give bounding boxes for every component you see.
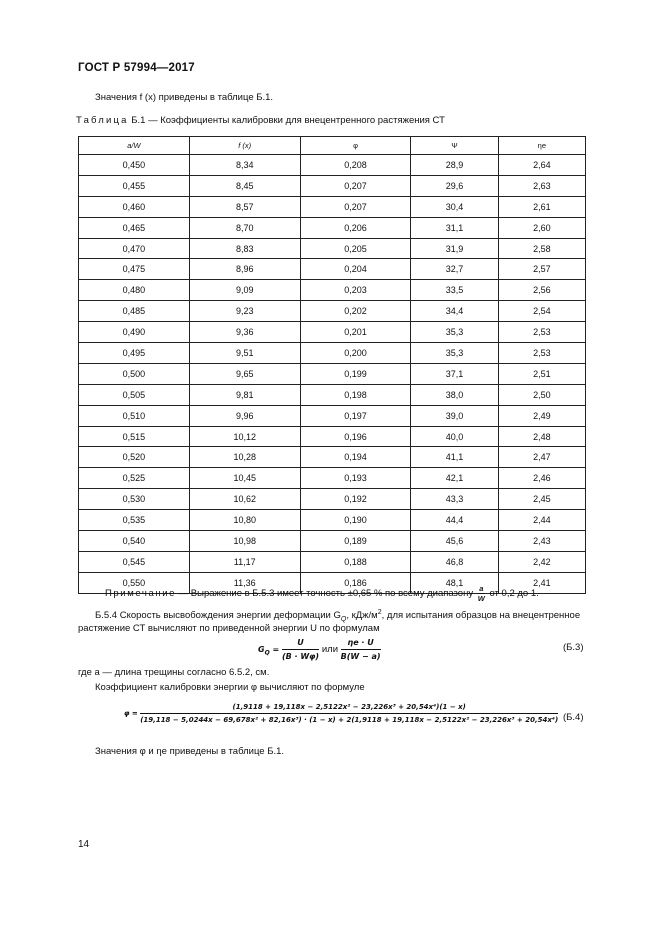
table-caption-text: Б.1 — Коэффициенты калибровки для внецентренного растяжения СТ <box>131 115 445 126</box>
table-cell: 2,63 <box>498 175 585 196</box>
table-cell: 0,203 <box>300 280 411 301</box>
table-cell: 0,505 <box>79 384 190 405</box>
table-cell: 0,192 <box>300 489 411 510</box>
equation-b3: $G_Q$ = $\frac{U}{(B \cdot W\varphi)}$ или $\frac{\eta e \cdot U}{B(W - a)}$ <box>258 638 381 661</box>
table-row <box>79 426 586 447</box>
table-cell: 0,520 <box>79 447 190 468</box>
table-cell: 43,3 <box>411 489 498 510</box>
column-header: ηe <box>498 137 585 155</box>
table-cell: 34,4 <box>411 301 498 322</box>
table-cell: 2,56 <box>498 280 585 301</box>
table-cell: 0,465 <box>79 217 190 238</box>
table-cell: 30,4 <box>411 196 498 217</box>
table-cell: 0,500 <box>79 363 190 384</box>
table-cell: 8,34 <box>189 155 300 176</box>
table-cell: 0,202 <box>300 301 411 322</box>
table-cell: 9,96 <box>189 405 300 426</box>
clause-b54-line2: растяжение СТ вычисляют по приведенной энергии U по формулам <box>78 623 380 634</box>
table-cell: 2,57 <box>498 259 585 280</box>
table-cell: 0,545 <box>79 551 190 572</box>
table-cell: 0,200 <box>300 343 411 364</box>
table-body <box>79 155 586 594</box>
table-cell: 2,50 <box>498 384 585 405</box>
table-cell: 44,4 <box>411 510 498 531</box>
table-cell: 8,96 <box>189 259 300 280</box>
table-cell: 2,51 <box>498 363 585 384</box>
table-row <box>79 280 586 301</box>
table-cell: 0,207 <box>300 175 411 196</box>
table-cell: 0,189 <box>300 531 411 552</box>
table-row <box>79 363 586 384</box>
table-row <box>79 259 586 280</box>
intro-paragraph: Значения f (x) приведены в таблице Б.1. <box>95 92 274 103</box>
table-cell: 2,43 <box>498 531 585 552</box>
calibration-table <box>78 136 586 594</box>
table-cell: 31,9 <box>411 238 498 259</box>
table-cell: 0,197 <box>300 405 411 426</box>
table-cell: 35,3 <box>411 343 498 364</box>
table-cell: 10,80 <box>189 510 300 531</box>
table-cell: 2,58 <box>498 238 585 259</box>
table-cell: 0,193 <box>300 468 411 489</box>
table-cell: 0,475 <box>79 259 190 280</box>
table-cell: 2,49 <box>498 405 585 426</box>
table-cell: 0,450 <box>79 155 190 176</box>
table-cell: 0,204 <box>300 259 411 280</box>
table-cell: 28,9 <box>411 155 498 176</box>
table-cell: 9,23 <box>189 301 300 322</box>
table-cell: 40,0 <box>411 426 498 447</box>
table-cell: 2,54 <box>498 301 585 322</box>
eq-b3-fraction-2: $\frac{\eta e \cdot U}{B(W - a)}$ <box>340 638 381 661</box>
table-cell: 2,47 <box>498 447 585 468</box>
table-cell: 0,208 <box>300 155 411 176</box>
note-frac-den: W <box>477 594 485 603</box>
table-row <box>79 531 586 552</box>
table-cell: 2,64 <box>498 155 585 176</box>
table-cell: 46,8 <box>411 551 498 572</box>
table-cell: 9,36 <box>189 322 300 343</box>
note-label: Примечание <box>105 588 176 600</box>
table-row <box>79 217 586 238</box>
table-row <box>79 238 586 259</box>
table-cell: 8,70 <box>189 217 300 238</box>
clause-b54-line1: Б.5.4 Скорость высвобождения энергии деформации $G_Q$, кДж/$м^2$, для испытания образцов на внецентренное <box>95 609 581 624</box>
table-row <box>79 301 586 322</box>
eq-b3-fraction-1: $\frac{U}{(B \cdot W\varphi)}$ <box>281 638 320 661</box>
table-cell: 35,3 <box>411 322 498 343</box>
where-paragraph: где a — длина трещины согласно 6.5.2, см. <box>78 667 270 678</box>
table-cell: 32,7 <box>411 259 498 280</box>
note-frac-num: a <box>479 584 484 593</box>
table-cell: 2,45 <box>498 489 585 510</box>
table-cell: 2,61 <box>498 196 585 217</box>
table-cell: 2,41 <box>498 572 585 593</box>
table-row <box>79 196 586 217</box>
table-cell: 2,60 <box>498 217 585 238</box>
table-cell: 31,1 <box>411 217 498 238</box>
column-header: f (x) <box>189 137 300 155</box>
column-header: Ψ <box>411 137 498 155</box>
eq-b4-fraction: (1,9118 + 19,118x − 2,5122x² − 23,226x³ + 20,54x⁴)(1 − x) (19,118 − 5,0244x − 69,678x² + 82,16x³) · (1 − x) + 2(1,9118 + 19,118x − 2,5122x² − 23,226x³ + 20,54x⁴) <box>140 703 559 724</box>
table-cell: 10,12 <box>189 426 300 447</box>
table-cell: 0,194 <box>300 447 411 468</box>
table-cell: 2,53 <box>498 322 585 343</box>
table-row <box>79 175 586 196</box>
table-cell: 9,09 <box>189 280 300 301</box>
table-cell: 37,1 <box>411 363 498 384</box>
document-header: ГОСТ Р 57994—2017 <box>78 62 195 74</box>
table-caption <box>76 115 445 126</box>
table-cell: 10,28 <box>189 447 300 468</box>
table-row <box>79 343 586 364</box>
table-cell: 0,495 <box>79 343 190 364</box>
table-cell: 0,199 <box>300 363 411 384</box>
column-header: a/W <box>79 137 190 155</box>
final-paragraph: Значения φ и ηe приведены в таблице Б.1. <box>95 746 285 757</box>
table-row <box>79 489 586 510</box>
table-cell: 2,46 <box>498 468 585 489</box>
table-cell: 2,44 <box>498 510 585 531</box>
table-cell: 0,190 <box>300 510 411 531</box>
table-row <box>79 384 586 405</box>
table-header-row <box>79 137 586 155</box>
table-row <box>79 468 586 489</box>
table-cell: 0,205 <box>300 238 411 259</box>
table-cell: 0,485 <box>79 301 190 322</box>
table-cell: 0,196 <box>300 426 411 447</box>
table-caption-label: Таблица <box>76 115 129 126</box>
table-row <box>79 551 586 572</box>
table-cell: 8,45 <box>189 175 300 196</box>
table-cell: 0,201 <box>300 322 411 343</box>
table-cell: 0,470 <box>79 238 190 259</box>
table-cell: 29,6 <box>411 175 498 196</box>
table-note <box>105 584 539 603</box>
table-cell: 10,62 <box>189 489 300 510</box>
table-row <box>79 510 586 531</box>
table-cell: 0,540 <box>79 531 190 552</box>
equation-b3-number: (Б.3) <box>563 642 584 653</box>
table-cell: 10,45 <box>189 468 300 489</box>
table-cell: 48,1 <box>411 572 498 593</box>
table-cell: 8,57 <box>189 196 300 217</box>
equation-b4-number: (Б.4) <box>563 712 584 723</box>
phi-paragraph: Коэффициент калибровки энергии φ вычисляют по формуле <box>95 682 365 693</box>
table-cell: 0,515 <box>79 426 190 447</box>
table-cell: 9,65 <box>189 363 300 384</box>
table-cell: 11,17 <box>189 551 300 572</box>
table-cell: 9,51 <box>189 343 300 364</box>
table-cell: 9,81 <box>189 384 300 405</box>
table-cell: 0,490 <box>79 322 190 343</box>
table-cell: 0,480 <box>79 280 190 301</box>
table-cell: 45,6 <box>411 531 498 552</box>
table-cell: 33,5 <box>411 280 498 301</box>
table-cell: 8,83 <box>189 238 300 259</box>
table-cell: 0,535 <box>79 510 190 531</box>
table-cell: 0,510 <box>79 405 190 426</box>
table-row <box>79 405 586 426</box>
table-cell: 0,550 <box>79 572 190 593</box>
table-cell: 2,48 <box>498 426 585 447</box>
table-row <box>79 322 586 343</box>
table-cell: 0,525 <box>79 468 190 489</box>
table-cell: 42,1 <box>411 468 498 489</box>
column-header: φ <box>300 137 411 155</box>
table-cell: 38,0 <box>411 384 498 405</box>
table-cell: 0,530 <box>79 489 190 510</box>
table-cell: 0,186 <box>300 572 411 593</box>
note-tail: от 0,2 до 1. <box>489 588 539 600</box>
note-fraction <box>478 584 485 603</box>
note-text: — Выражение в Б.5.3 имеет точность ±0,65 % по всему диапазону <box>178 588 474 600</box>
table-cell: 0,455 <box>79 175 190 196</box>
table-cell: 2,53 <box>498 343 585 364</box>
table-cell: 0,460 <box>79 196 190 217</box>
table-cell: 10,98 <box>189 531 300 552</box>
table-row <box>79 447 586 468</box>
page-number: 14 <box>78 839 90 850</box>
table-cell: 0,207 <box>300 196 411 217</box>
table-cell: 41,1 <box>411 447 498 468</box>
table-row <box>79 155 586 176</box>
table-cell: 0,198 <box>300 384 411 405</box>
table-cell: 11,36 <box>189 572 300 593</box>
table-cell: 2,42 <box>498 551 585 572</box>
table-cell: 39,0 <box>411 405 498 426</box>
table-cell: 0,188 <box>300 551 411 572</box>
equation-b4: φ = (1,9118 + 19,118x − 2,5122x² − 23,226x³ + 20,54x⁴)(1 − x) (19,118 − 5,0244x − 69,678x² + 82,16x³) · (1 − x) + 2(1,9118 + 19,118x − 2,5122x² − 23,226x³ + 20,54x⁴) <box>124 703 559 724</box>
table-cell: 0,206 <box>300 217 411 238</box>
